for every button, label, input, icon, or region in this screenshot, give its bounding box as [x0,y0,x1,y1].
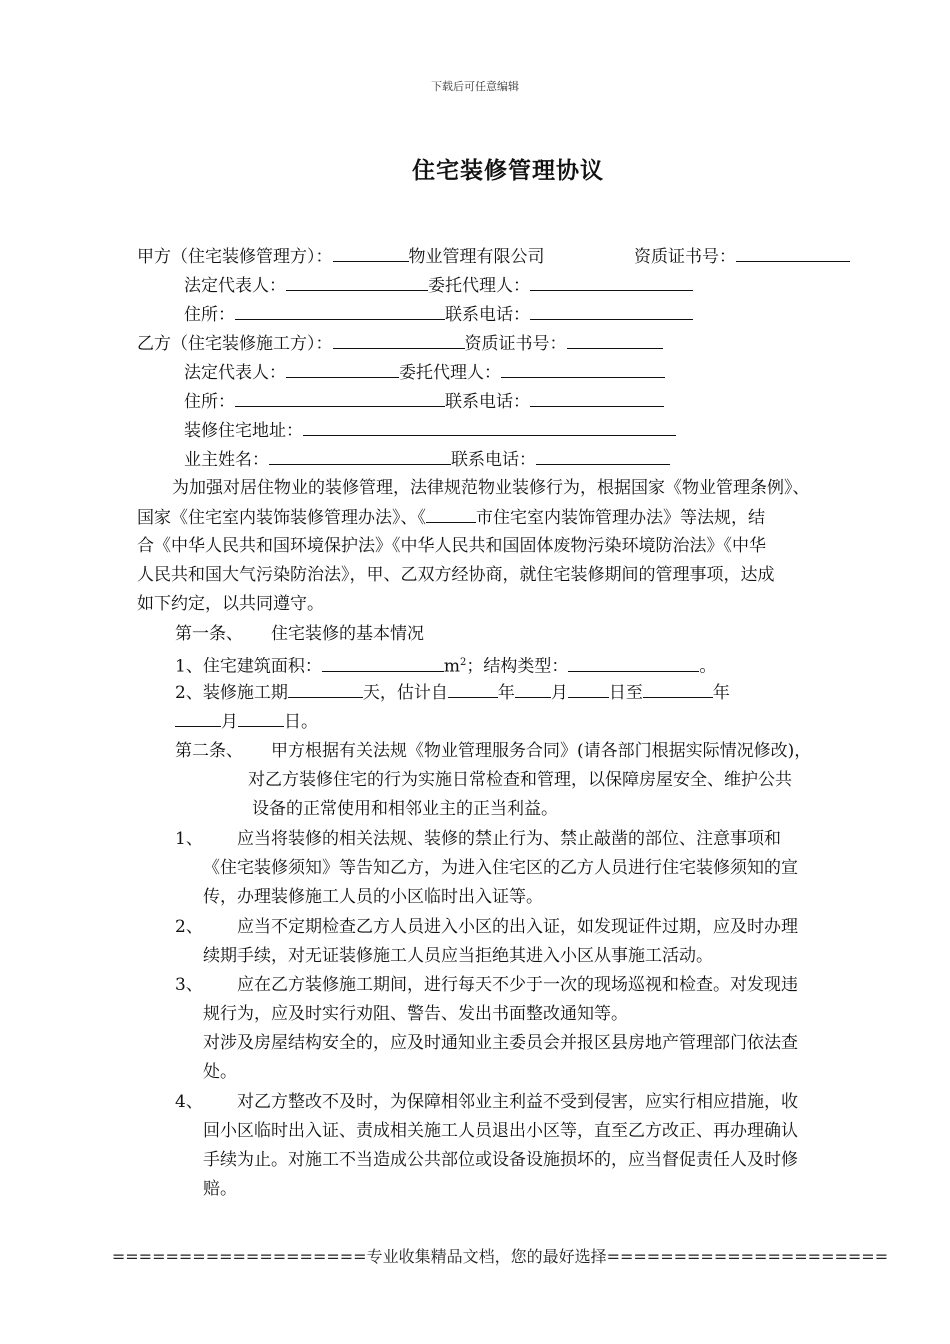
end-month-label: 月 [221,712,238,732]
item-2-number: 2、 [175,917,203,937]
item-3-line-3: 对涉及房屋结构安全的，应及时通知业主委员会并报区县房地产管理部门依法查 [203,1033,798,1053]
house-addr-label: 装修住宅地址： [184,421,303,441]
item-3-line-1: 应在乙方装修施工期间，进行每天不少于一次的现场巡视和检查。对发现违 [237,975,798,995]
party-b-phone-blank[interactable] [530,390,664,407]
start-year-blank[interactable] [448,681,498,698]
owner-name-blank[interactable] [269,448,451,465]
party-a-rep-line [184,274,693,297]
preamble-line-2a: 国家《住宅室内装饰装修管理办法》、《 [137,508,426,528]
party-a-rep-label: 法定代表人： [184,276,286,296]
header-note: 下载后可任意编辑 [431,80,519,93]
start-year-label: 年 [497,683,515,703]
struct-label: ；结构类型： [466,656,569,677]
party-a-agent-label: 委托代理人： [428,276,530,296]
party-b-rep-line [184,361,665,384]
party-a-company-suffix: 物业管理有限公司 [408,247,545,267]
period-line [175,681,730,704]
end-day-label: 日。 [284,712,318,732]
party-a-phone-label: 联系电话： [445,305,530,325]
item-1-line-1: 应当将装修的相关法规、装修的禁止行为、禁止敲凿的部位、注意事项和 [237,829,781,849]
party-b-phone-label: 联系电话： [445,392,530,412]
preamble-line-4: 人民共和国大气污染防治法》，甲、乙双方经协商，就住宅装修期间的管理事项，达成 [137,565,775,585]
party-b-addr-blank[interactable] [235,390,445,407]
party-a-line [137,245,545,268]
party-a-cert [634,245,850,268]
article-2-line-3: 设备的正常使用和相邻业主的正当利益。 [252,799,558,819]
start-month-blank[interactable] [515,681,551,698]
area-line [175,652,716,678]
struct-end: 。 [699,656,717,677]
owner-line [184,448,670,471]
document-title: 住宅装修管理协议 [412,158,604,184]
preamble-line-2b: 市住宅室内装饰管理办法》等法规，结 [476,508,765,528]
house-addr-line [184,419,676,442]
party-a-label: 甲方（住宅装修管理方）： [137,247,333,267]
area-blank[interactable] [322,655,444,672]
item-3-line-2: 规行为，应及时实行劝阻、警告、发出书面整改通知等。 [203,1004,628,1024]
owner-label: 业主姓名： [184,450,269,470]
period-label: 2、装修施工期 [175,683,288,703]
item-4-line-1: 对乙方整改不及时，为保障相邻业主利益不受到侵害，应实行相应措施，收 [237,1092,798,1112]
party-a-name-blank[interactable] [333,245,409,262]
item-1-line-2: 《住宅装修须知》等告知乙方，为进入住宅区的乙方人员进行住宅装修须知的宣 [203,858,798,878]
period-days-blank[interactable] [288,681,363,698]
party-b-addr-line [184,390,664,413]
party-a-rep-blank[interactable] [286,274,428,291]
footer-banner: ===================专业收集精品文档，您的最好选择===================== [111,1247,889,1266]
end-day-blank[interactable] [238,710,284,727]
item-1-line-3: 传，办理装修施工人员的小区临时出入证等。 [203,887,543,907]
item-2-line-2: 续期手续，对无证装修施工人员应当拒绝其进入小区从事施工活动。 [203,946,713,966]
end-year-blank[interactable] [643,681,713,698]
party-b-cert-blank[interactable] [567,332,663,349]
party-b-label: 乙方（住宅装修施工方）： [137,334,333,354]
party-a-agent-blank[interactable] [530,274,693,291]
item-3-line-4: 处。 [203,1062,237,1082]
item-1-number: 1、 [175,829,203,849]
end-year-label: 年 [712,683,730,703]
item-4-line-3: 手续为止。对施工不当造成公共部位或设备设施损坏的，应当督促责任人及时修 [203,1150,798,1170]
preamble-line-5: 如下约定，以共同遵守。 [137,594,324,614]
party-a-phone-blank[interactable] [530,303,693,320]
start-month-label: 月 [550,683,568,703]
preamble-line-1: 为加强对居住物业的装修管理，法律规范物业装修行为，根据国家《物业管理条例》、 [172,478,810,498]
party-b-rep-blank[interactable] [286,361,399,378]
item-4-number: 4、 [175,1092,203,1112]
area-label: 1、住宅建筑面积： [175,656,322,677]
item-4-line-2: 回小区临时出入证、责成相关施工人员退出小区等，直至乙方改正、再办理确认 [203,1121,798,1141]
party-a-cert-blank[interactable] [736,245,850,262]
party-b-cert-label: 资质证书号： [464,334,567,354]
item-3-number: 3、 [175,975,203,995]
article-1-heading-no: 第一条、 [175,624,243,644]
owner-phone-label: 联系电话： [451,450,536,470]
article-2-line-1: 甲方根据有关法规《物业管理服务合同》(请各部门根据实际情况修改)， [271,741,812,761]
period-day: 天，估计自 [362,683,448,703]
house-addr-blank[interactable] [303,419,676,436]
party-a-addr-line [184,303,693,326]
party-b-addr-label: 住所： [184,392,235,412]
party-a-cert-label: 资质证书号： [634,247,736,267]
preamble-line-3: 合《中华人民共和国环境保护法》《中华人民共和国固体废物污染环境防治法》《中华 [137,536,766,556]
area-unit: m [443,656,460,677]
area-unit-sup: 2 [459,657,467,668]
party-b-line [137,332,663,355]
party-a-addr-label: 住所： [184,305,235,325]
start-day-blank[interactable] [568,681,609,698]
article-1-heading: 住宅装修的基本情况 [271,624,424,644]
period-line-2 [175,710,318,733]
party-b-rep-label: 法定代表人： [184,363,286,383]
item-2-line-1: 应当不定期检查乙方人员进入小区的出入证，如发现证件过期，应及时办理 [237,917,798,937]
article-2-heading-no: 第二条、 [175,741,243,761]
day-to-label: 日至 [608,683,643,703]
party-b-agent-blank[interactable] [501,361,665,378]
party-a-addr-blank[interactable] [235,303,445,320]
preamble-line-2 [137,506,765,529]
end-month-blank[interactable] [175,710,221,727]
party-b-name-blank[interactable] [333,332,465,349]
city-blank[interactable] [426,506,476,523]
item-4-line-4: 赔。 [203,1179,237,1199]
party-b-agent-label: 委托代理人： [399,363,501,383]
struct-blank[interactable] [568,655,699,672]
owner-phone-blank[interactable] [536,448,670,465]
article-2-line-2: 对乙方装修住宅的行为实施日常检查和管理，以保障房屋安全、维护公共 [248,770,792,790]
